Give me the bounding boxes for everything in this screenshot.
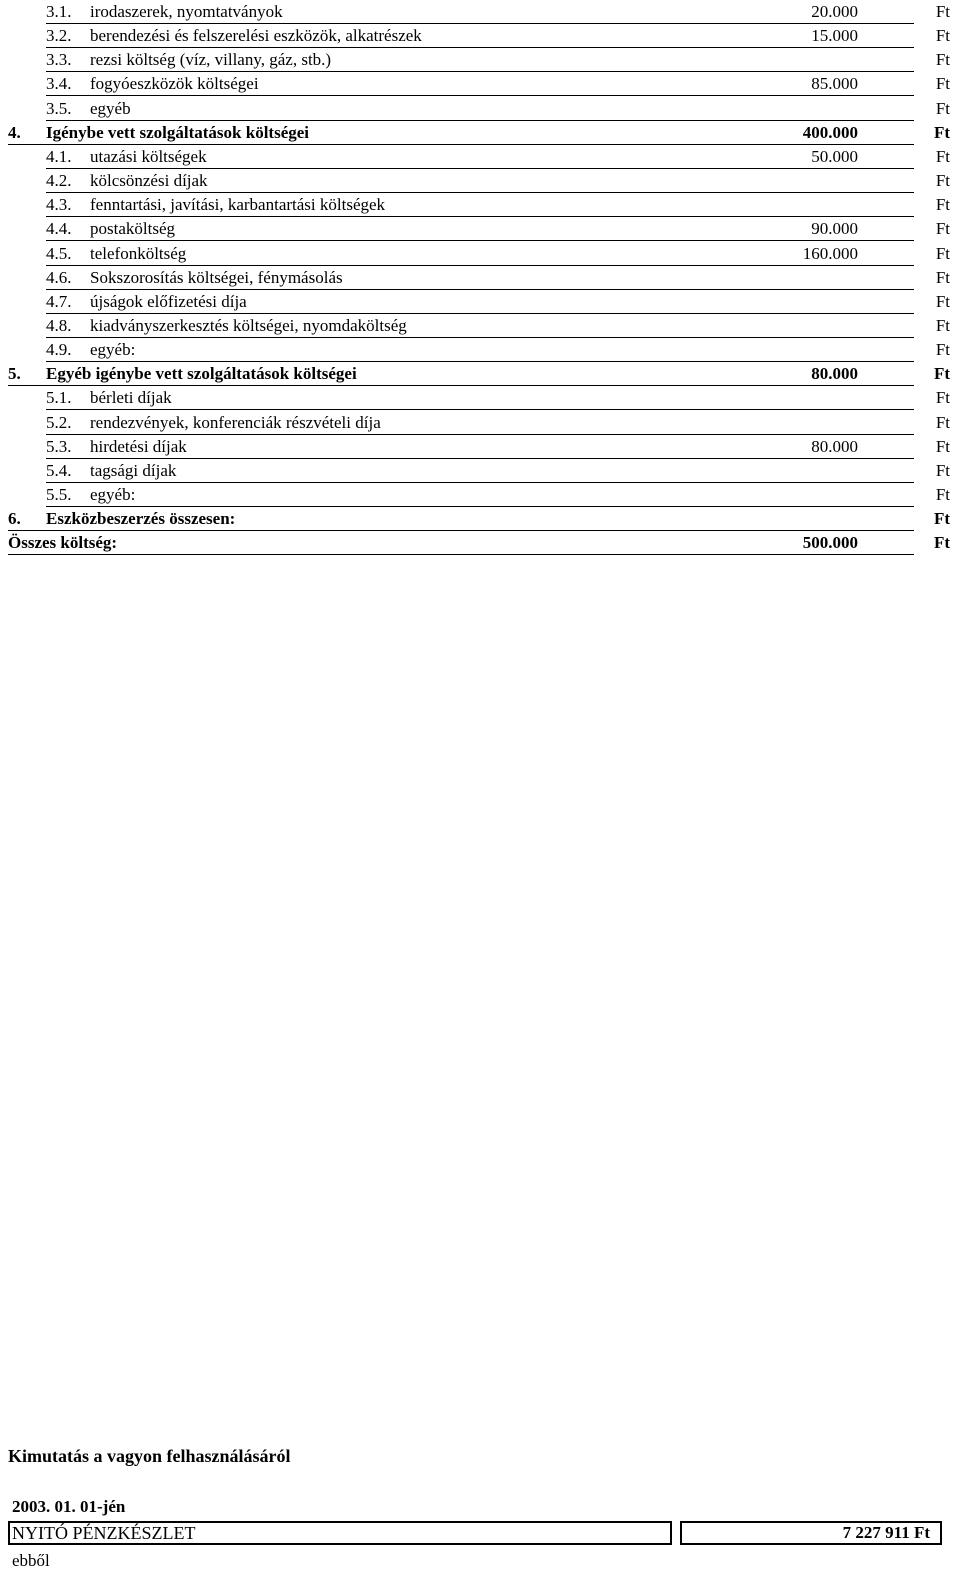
asset-section-title: Kimutatás a vagyon felhasználásáról <box>8 1446 291 1466</box>
ledger-row <box>0 507 960 531</box>
row-currency: Ft <box>933 509 950 529</box>
row-label: fenntartási, javítási, karbantartási költségek <box>90 195 386 215</box>
row-number: 5.1. <box>46 388 72 408</box>
row-currency: Ft <box>933 533 950 553</box>
row-label: kölcsönzési díjak <box>90 171 208 191</box>
row-amount: 20.000 <box>811 2 858 21</box>
ledger-row <box>0 24 960 48</box>
row-number: 5.3. <box>46 436 72 456</box>
ledger-row <box>0 145 960 169</box>
row-label: Egyéb igénybe vett szolgáltatások költségei <box>46 364 357 384</box>
opening-balance-label: NYITÓ PÉNZKÉSZLET <box>12 1523 196 1543</box>
row-label: utazási költségek <box>90 146 207 166</box>
row-amount: 400.000 <box>802 122 858 142</box>
row-number: 3.5. <box>46 98 72 118</box>
row-number: 4.1. <box>46 146 72 166</box>
row-number: 5. <box>8 364 21 384</box>
row-currency: Ft <box>935 219 950 239</box>
row-number: 4.6. <box>46 267 72 287</box>
row-label: berendezési és felszerelési eszközök, alkatrészek <box>90 26 422 46</box>
row-label: egyéb: <box>90 485 136 504</box>
row-underline <box>8 554 914 555</box>
ledger-row <box>0 531 960 555</box>
opening-date: 2003. 01. 01-jén <box>12 1497 126 1516</box>
row-label: bérleti díjak <box>90 388 172 408</box>
row-currency: Ft <box>933 364 950 384</box>
row-amount: 160.000 <box>802 243 858 263</box>
row-number: 3.4. <box>46 74 72 94</box>
row-amount: 15.000 <box>811 26 858 46</box>
ledger-row <box>0 242 960 266</box>
row-label: újságok előfizetési díja <box>90 291 247 311</box>
row-currency: Ft <box>935 388 950 408</box>
ledger-row <box>0 121 960 145</box>
row-number: 5.4. <box>46 460 72 480</box>
row-label: Sokszorosítás költségei, fénymásolás <box>90 267 343 287</box>
row-number: 3.1. <box>46 2 72 21</box>
ledger-row <box>0 411 960 435</box>
ledger-row <box>0 362 960 386</box>
row-number: 5.2. <box>46 412 72 432</box>
row-currency: Ft <box>935 2 950 21</box>
ledger-row <box>0 459 960 483</box>
row-label: egyéb <box>90 98 131 118</box>
row-number: 4.4. <box>46 219 72 239</box>
ledger-row <box>0 193 960 217</box>
opening-balance-value: 7 227 911 Ft <box>842 1523 930 1542</box>
row-label: rendezvények, konferenciák részvételi díja <box>90 412 381 432</box>
ledger-row <box>0 169 960 193</box>
row-currency: Ft <box>935 315 950 335</box>
ledger-row <box>0 435 960 459</box>
row-currency: Ft <box>935 485 950 504</box>
row-label: rezsi költség (víz, villany, gáz, stb.) <box>90 50 332 70</box>
ledger-row <box>0 97 960 121</box>
ledger-row <box>0 314 960 338</box>
row-currency: Ft <box>935 98 950 118</box>
row-number: 6. <box>8 509 21 529</box>
row-currency: Ft <box>935 50 950 70</box>
row-label: Eszközbeszerzés összesen: <box>46 509 236 529</box>
ledger-row <box>0 338 960 362</box>
row-number: 4.5. <box>46 243 72 263</box>
row-label: hirdetési díjak <box>90 436 187 456</box>
row-amount: 500.000 <box>802 533 858 553</box>
ledger-row <box>0 0 960 24</box>
row-label: Összes költség: <box>8 533 118 553</box>
row-number: 3.3. <box>46 50 72 70</box>
row-currency: Ft <box>935 436 950 456</box>
row-amount: 90.000 <box>811 219 858 239</box>
row-currency: Ft <box>935 267 950 287</box>
ledger-row <box>0 386 960 410</box>
ledger-row <box>0 72 960 96</box>
row-label: fogyóeszközök költségei <box>90 74 259 94</box>
row-currency: Ft <box>935 26 950 46</box>
opening-balance-value-cell <box>680 1521 942 1545</box>
row-label: kiadványszerkesztés költségei, nyomdaköltség <box>90 315 407 335</box>
ledger-row <box>0 483 960 507</box>
opening-balance-label-cell <box>8 1521 672 1545</box>
row-label: telefonköltség <box>90 243 187 263</box>
ebbol-label: ebből <box>12 1551 50 1570</box>
ledger-row <box>0 48 960 72</box>
row-number: 4.9. <box>46 340 72 360</box>
row-currency: Ft <box>935 243 950 263</box>
row-currency: Ft <box>935 171 950 191</box>
row-currency: Ft <box>935 146 950 166</box>
row-currency: Ft <box>933 122 950 142</box>
row-currency: Ft <box>935 74 950 94</box>
row-number: 4.2. <box>46 171 72 191</box>
row-currency: Ft <box>935 460 950 480</box>
row-amount: 80.000 <box>811 436 858 456</box>
row-number: 5.5. <box>46 485 72 504</box>
row-currency: Ft <box>935 195 950 215</box>
row-currency: Ft <box>935 340 950 360</box>
row-number: 4. <box>8 122 21 142</box>
row-label: tagsági díjak <box>90 460 177 480</box>
row-currency: Ft <box>935 291 950 311</box>
row-label: Igénybe vett szolgáltatások költségei <box>46 122 310 142</box>
row-number: 3.2. <box>46 26 72 46</box>
row-amount: 50.000 <box>811 146 858 166</box>
row-currency: Ft <box>935 412 950 432</box>
row-amount: 80.000 <box>811 364 858 384</box>
row-label: postaköltség <box>90 219 175 239</box>
ledger-row <box>0 266 960 290</box>
row-label: egyéb: <box>90 340 136 360</box>
ledger-row <box>0 217 960 241</box>
row-number: 4.7. <box>46 291 72 311</box>
row-label: irodaszerek, nyomtatványok <box>90 2 283 21</box>
row-number: 4.3. <box>46 195 72 215</box>
row-amount: 85.000 <box>811 74 858 94</box>
ledger-row <box>0 290 960 314</box>
row-number: 4.8. <box>46 315 72 335</box>
